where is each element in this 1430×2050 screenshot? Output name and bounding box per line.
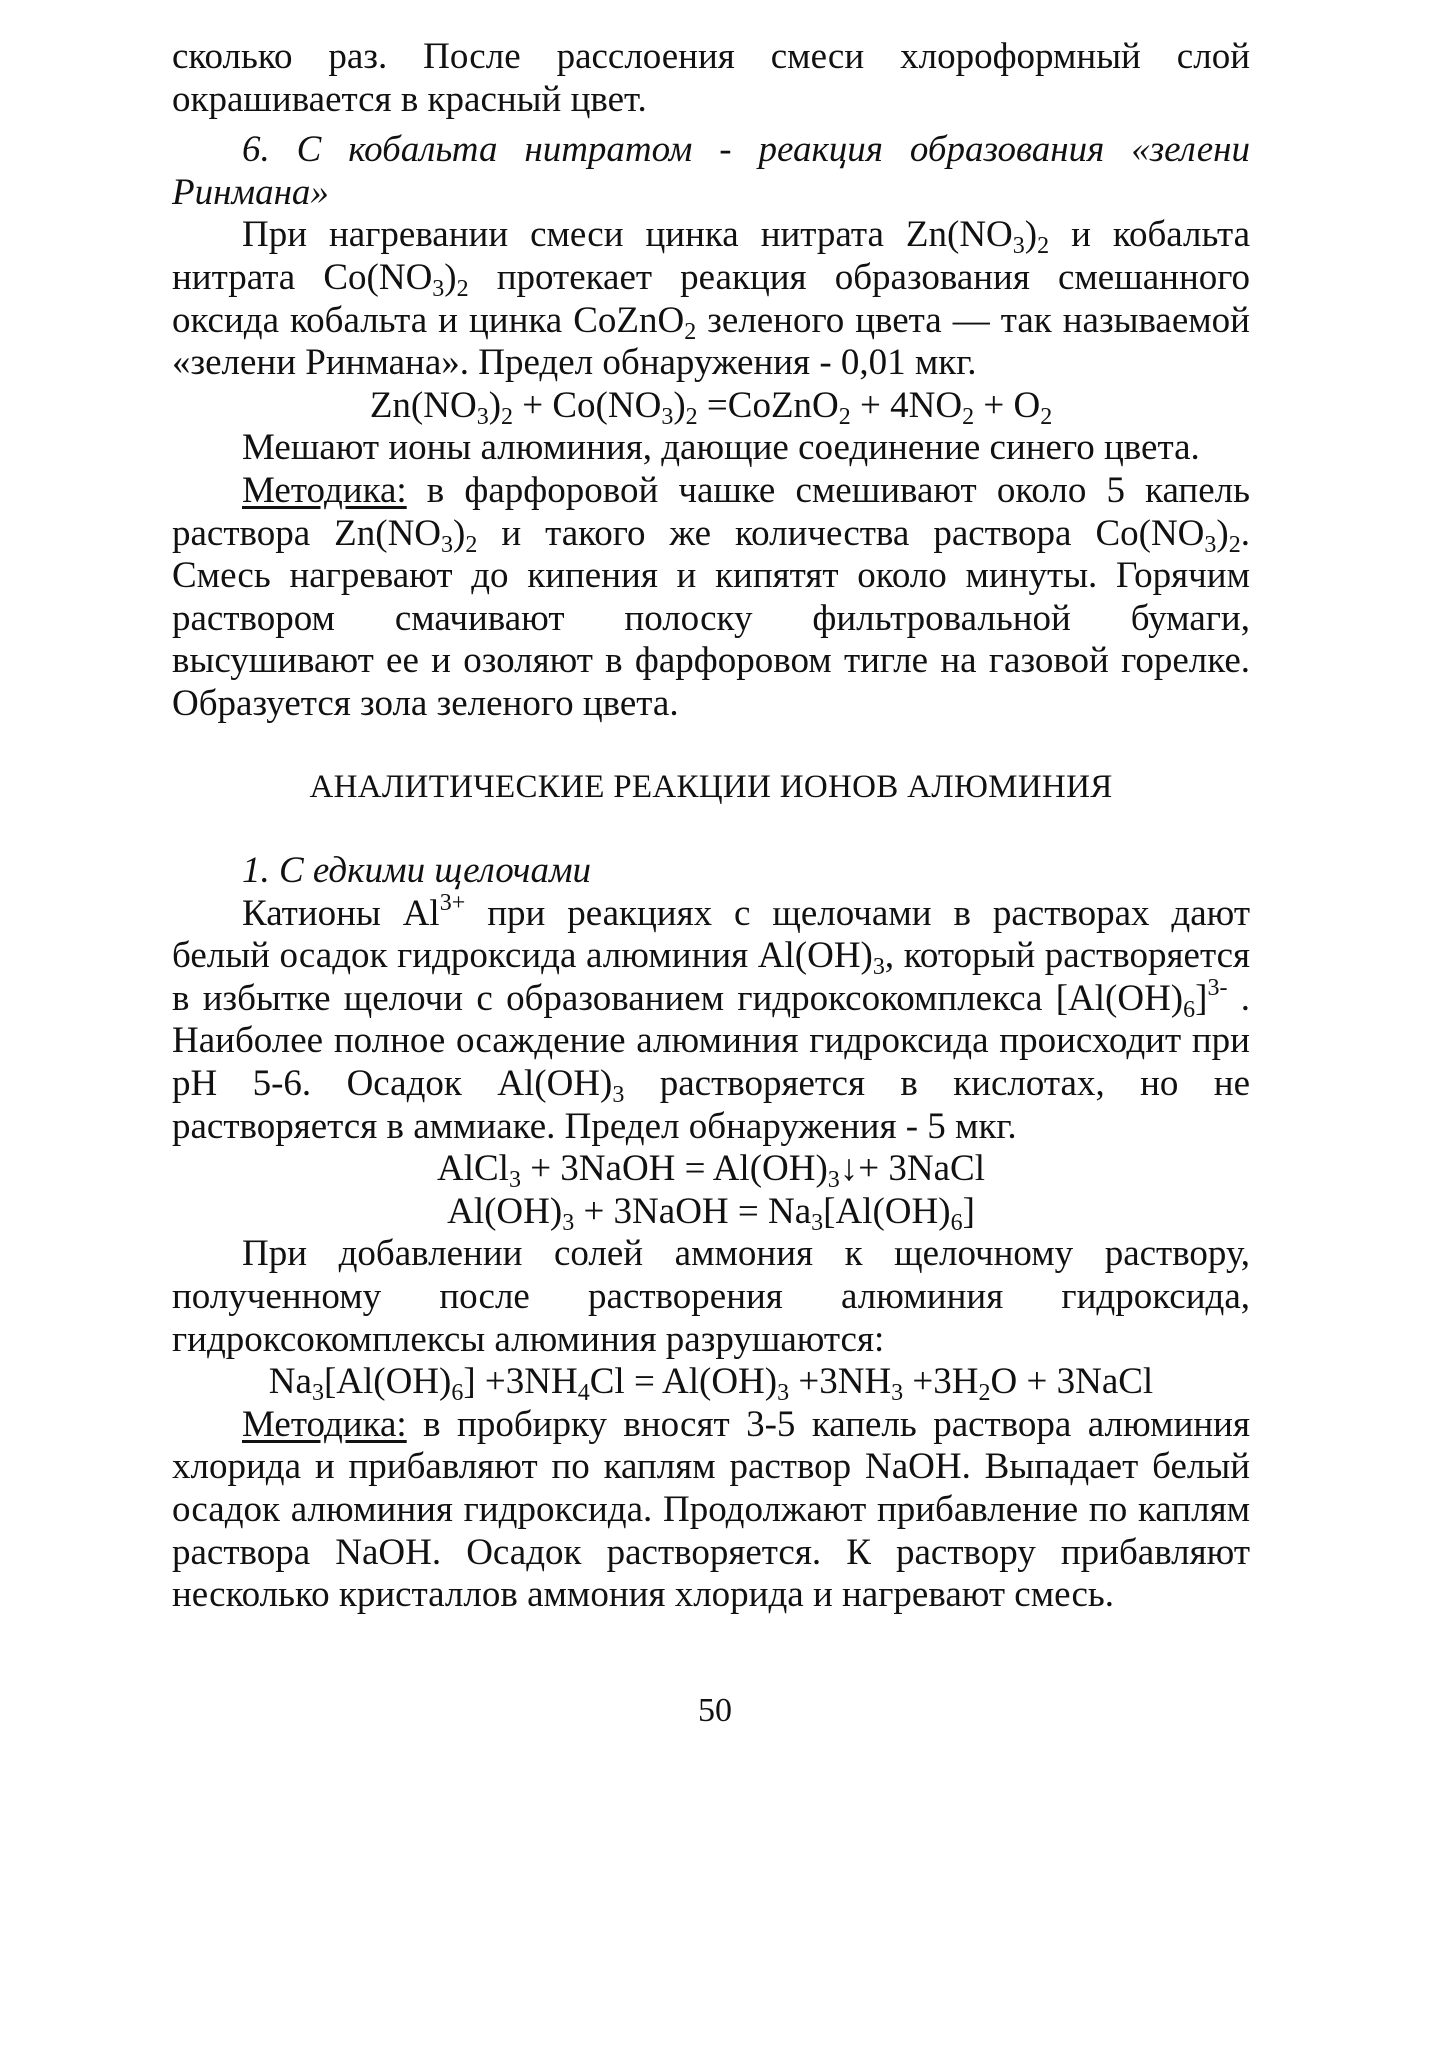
intro-text: сколько раз. После расслоения смеси хлороформный слой окрашивается в красный цвет. <box>172 36 1250 120</box>
text: =CoZnO <box>697 384 839 426</box>
subscript: 3 <box>827 1167 840 1194</box>
text: , который растворяется в избытке щелочи с образованием гидроксокомплекса [Al(OH) <box>172 935 1251 1019</box>
subscript: 3 <box>891 1380 904 1407</box>
text: ) <box>444 256 457 298</box>
subscript: 2 <box>962 403 975 430</box>
subscript: 3 <box>872 954 885 981</box>
equation-alcl3 <box>172 1148 1250 1194</box>
text: + 4NO <box>850 384 963 426</box>
text: при реакциях с щелочами в растворах дают белый осадок гидроксида алюминия Al(OH) <box>172 892 1250 977</box>
subscript: 2 <box>456 275 469 302</box>
text: ) <box>1024 214 1038 256</box>
subscript: 3 <box>1204 531 1217 558</box>
text: протекает реакция образования смешанного оксида кобальта и цинка CoZnO <box>172 256 1251 341</box>
text: ] <box>1195 977 1208 1019</box>
text: Al(OH) <box>447 1190 563 1232</box>
text: ↓+ 3NaCl <box>839 1148 986 1190</box>
subscript: 2 <box>1040 403 1053 430</box>
text: растворяется в кислотах, но не растворяется в аммиаке. Предел обнаружения - 5 мкг. <box>172 1063 1250 1147</box>
subscript: 2 <box>465 531 478 558</box>
text: + 3NaOH = Na <box>574 1190 812 1232</box>
subscript: 6 <box>1183 996 1196 1023</box>
subscript: 3 <box>311 1380 324 1407</box>
intro-paragraph <box>172 36 1250 121</box>
text: ) <box>1216 512 1229 554</box>
text: ) <box>488 384 502 426</box>
text: . Смесь нагревают до кипения и кипятят около минуты. Горячим раствором смачивают полоску фильтровальной бумаги, высушивают ее и озоляют в фарфоровом тигле на газовой горелке. Образуется зола зеленого цвета. <box>172 512 1250 724</box>
subscript: 3 <box>476 403 489 430</box>
text: AlCl <box>436 1148 509 1190</box>
text: в фарфоровой чашке смешивают около 5 капель раствора Zn(NO <box>172 469 1250 554</box>
subscript: 3 <box>441 531 454 558</box>
subscript: 3 <box>432 275 445 302</box>
text: ) <box>453 512 466 554</box>
text: + Co(NO <box>513 384 662 426</box>
method-label: Методика: <box>242 1403 407 1445</box>
text: Катионы Al <box>242 892 440 934</box>
ammonium-paragraph: При добавлении солей аммония к щелочному раствору, полученному после растворения алюминия гидроксида, гидроксокомплексы алюминия разрушаются: <box>172 1233 1250 1360</box>
text: ] +3NH <box>463 1361 578 1403</box>
section-title-cobalt: 6. С кобальта нитратом - реакция образования «зелени Ринмана» <box>172 129 1250 213</box>
section-heading-aluminium: АНАЛИТИЧЕСКИЕ РЕАКЦИИ ИОНОВ АЛЮМИНИЯ <box>309 768 1113 805</box>
text: и такого же количества раствора Co(NO <box>477 512 1205 554</box>
subscript: 3 <box>811 1209 824 1236</box>
text: + O <box>974 384 1041 426</box>
interference-note: Мешают ионы алюминия, дающие соединение синего цвета. <box>242 427 1200 469</box>
text: Zn(NO <box>369 384 477 426</box>
text: +3NH <box>789 1361 892 1403</box>
subscript: 2 <box>684 318 697 345</box>
subscript: 2 <box>1228 531 1241 558</box>
text: зеленого цвета — так называемой «зелени Ринмана». Предел обнаружения - 0,01 мкг. <box>172 299 1250 384</box>
text: ) <box>673 384 686 426</box>
text: +3H <box>903 1361 979 1403</box>
section-title-alkali: 1. С едкими щелочами <box>242 850 592 892</box>
subscript: 6 <box>950 1209 963 1236</box>
text: и кобальта нитрата Co(NO <box>172 214 1250 298</box>
subscript: 3 <box>508 1167 521 1194</box>
cobalt-paragraph <box>172 214 1250 384</box>
subscript: 2 <box>685 403 698 430</box>
page-body <box>172 36 1250 1617</box>
text: Na <box>268 1361 312 1403</box>
subscript: 3 <box>562 1209 575 1236</box>
subscript: 3 <box>612 1082 625 1109</box>
subscript: 4 <box>577 1380 590 1407</box>
text: O + 3NaCl <box>990 1361 1154 1403</box>
cobalt-method-paragraph <box>172 470 1250 726</box>
subscript: 6 <box>451 1380 464 1407</box>
subscript: 3 <box>777 1380 790 1407</box>
text: [Al(OH) <box>323 1361 452 1403</box>
equation-rinmann <box>172 385 1250 428</box>
aluminium-paragraph <box>172 889 1251 1149</box>
subscript: 2 <box>978 1380 991 1407</box>
text: [Al(OH) <box>823 1190 951 1232</box>
text: Cl = Al(OH) <box>589 1361 778 1403</box>
equation-ammonium <box>172 1361 1250 1407</box>
aluminium-method-paragraph <box>172 1404 1250 1617</box>
text: + 3NaOH = Al(OH) <box>520 1148 828 1190</box>
superscript: 3+ <box>439 889 466 916</box>
subscript: 3 <box>1012 233 1025 260</box>
subscript: 2 <box>838 403 851 430</box>
page-number: 50 <box>698 1692 732 1729</box>
equation-aloh3 <box>172 1191 1250 1234</box>
text: . Наиболее полное осаждение алюминия гидроксида происходит при pH 5-6. Осадок Al(OH) <box>172 977 1250 1105</box>
superscript: 3- <box>1207 974 1228 1001</box>
subscript: 2 <box>501 403 514 430</box>
text: ] <box>962 1190 975 1232</box>
text: При нагревании смеси цинка нитрата Zn(NO <box>242 214 1013 256</box>
text: в пробирку вносят 3-5 капель раствора алюминия хлорида и прибавляют по каплям раствор NaOH. Выпадает белый осадок алюминия гидроксида. Продолжают прибавление по каплям раствора NaOH. Осадок растворяется. К раствору прибавляют несколько кристаллов аммония хлорида и нагревают смесь. <box>172 1403 1250 1616</box>
subscript: 3 <box>661 403 674 430</box>
method-label: Методика: <box>242 469 407 511</box>
subscript: 2 <box>1037 233 1050 260</box>
